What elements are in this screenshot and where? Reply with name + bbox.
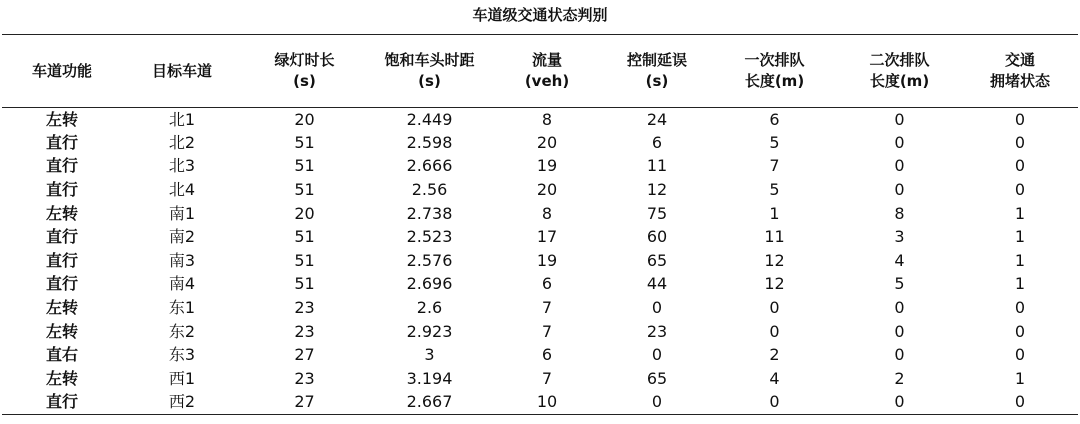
cell-lane-function: 直行 xyxy=(45,180,78,200)
cell-saturation-headway: 2.923 xyxy=(406,321,453,341)
cell-green-time: 51 xyxy=(294,250,315,270)
cell-lane-function: 左转 xyxy=(45,321,78,341)
cell-green-time: 51 xyxy=(294,274,315,294)
cell-first-queue-length: 2 xyxy=(769,345,780,365)
table-row xyxy=(2,296,1078,320)
cell-second-queue-length: 0 xyxy=(894,109,905,129)
cell-first-queue-length: 0 xyxy=(769,321,780,341)
cell-second-queue-length: 0 xyxy=(894,321,905,341)
cell-control-delay: 24 xyxy=(646,109,668,129)
table-row xyxy=(2,155,1078,179)
cell-control-delay: 0 xyxy=(651,345,663,365)
cell-first-queue-length: 4 xyxy=(769,368,780,388)
table-row xyxy=(2,367,1078,391)
table-title: 车道级交通状态判别 xyxy=(472,6,608,24)
table-row xyxy=(2,343,1078,367)
cell-flow: 10 xyxy=(492,391,602,415)
cell-congestion-state: 0 xyxy=(1014,156,1026,176)
cell-control-delay: 60 xyxy=(646,227,668,247)
cell-congestion-state: 0 xyxy=(1014,180,1026,200)
cell-control-delay: 23 xyxy=(646,321,668,341)
cell-green-time: 27 xyxy=(242,391,367,415)
cell-control-delay: 12 xyxy=(646,180,668,200)
cell-control-delay: 0 xyxy=(651,298,663,318)
cell-target-lane: 北3 xyxy=(168,156,196,176)
cell-congestion-state: 1 xyxy=(1014,368,1026,388)
cell-second-queue-length: 8 xyxy=(894,203,905,223)
cell-saturation-headway: 2.738 xyxy=(406,203,453,223)
cell-second-queue-length: 0 xyxy=(894,345,905,365)
cell-second-queue-length: 3 xyxy=(894,227,905,247)
cell-target-lane: 南2 xyxy=(168,227,196,247)
cell-second-queue-length: 4 xyxy=(894,250,905,270)
cell-control-delay: 0 xyxy=(602,391,712,415)
cell-green-time: 51 xyxy=(294,156,315,176)
table-row xyxy=(2,108,1078,132)
cell-target-lane: 东3 xyxy=(168,345,196,365)
cell-congestion-state: 1 xyxy=(1014,203,1026,223)
cell-green-time: 51 xyxy=(294,180,315,200)
cell-congestion-state: 1 xyxy=(1014,274,1026,294)
cell-congestion-state: 1 xyxy=(1014,250,1026,270)
cell-saturation-headway: 2.6 xyxy=(416,298,443,318)
header-control-delay: 控制延误 (s) xyxy=(602,35,712,108)
cell-congestion-state: 0 xyxy=(1014,345,1026,365)
cell-second-queue-length: 2 xyxy=(894,368,905,388)
cell-flow: 6 xyxy=(541,345,553,365)
cell-saturation-headway: 2.449 xyxy=(406,109,453,129)
cell-second-queue-length: 0 xyxy=(894,180,905,200)
cell-first-queue-length: 0 xyxy=(712,391,837,415)
cell-first-queue-length: 11 xyxy=(764,227,785,247)
cell-lane-function: 直行 xyxy=(45,227,78,247)
cell-second-queue-length: 0 xyxy=(894,298,905,318)
cell-green-time: 51 xyxy=(294,132,315,152)
cell-first-queue-length: 6 xyxy=(769,109,780,129)
table-body xyxy=(2,108,1078,415)
cell-saturation-headway: 2.696 xyxy=(406,274,453,294)
cell-lane-function: 左转 xyxy=(45,368,78,388)
table-row xyxy=(2,249,1078,273)
cell-flow: 20 xyxy=(536,180,558,200)
cell-control-delay: 65 xyxy=(646,250,668,270)
cell-flow: 7 xyxy=(541,321,553,341)
cell-congestion-state: 0 xyxy=(1014,321,1026,341)
cell-target-lane: 西2 xyxy=(122,391,242,415)
cell-saturation-headway: 3 xyxy=(424,345,435,365)
cell-lane-function: 直行 xyxy=(45,250,78,270)
cell-first-queue-length: 7 xyxy=(769,156,780,176)
cell-congestion-state: 0 xyxy=(962,391,1078,415)
cell-second-queue-length: 0 xyxy=(894,132,905,152)
cell-green-time: 51 xyxy=(294,227,315,247)
cell-lane-function: 直行 xyxy=(45,274,78,294)
cell-green-time: 20 xyxy=(294,109,315,129)
table-row xyxy=(2,178,1078,202)
cell-saturation-headway: 3.194 xyxy=(406,368,453,388)
cell-green-time: 20 xyxy=(294,203,315,223)
cell-first-queue-length: 5 xyxy=(769,180,780,200)
cell-flow: 17 xyxy=(536,227,558,247)
header-congestion-state: 交通 拥堵状态 xyxy=(962,35,1078,108)
header-lane-function: 车道功能 xyxy=(2,35,122,108)
cell-target-lane: 北4 xyxy=(168,180,196,200)
cell-target-lane: 南4 xyxy=(168,274,196,294)
cell-saturation-headway: 2.666 xyxy=(406,156,453,176)
cell-control-delay: 75 xyxy=(646,203,668,223)
table-row xyxy=(2,391,1078,415)
cell-lane-function: 直行 xyxy=(2,391,122,415)
cell-flow: 8 xyxy=(541,109,553,129)
cell-saturation-headway: 2.56 xyxy=(411,180,448,200)
cell-first-queue-length: 12 xyxy=(764,274,785,294)
header-first-queue-length: 一次排队 长度(m) xyxy=(712,35,837,108)
header-target-lane: 目标车道 xyxy=(122,35,242,108)
cell-target-lane: 西1 xyxy=(168,368,196,388)
cell-lane-function: 左转 xyxy=(45,203,78,223)
cell-target-lane: 东1 xyxy=(168,298,196,318)
cell-congestion-state: 1 xyxy=(1014,227,1026,247)
cell-saturation-headway: 2.523 xyxy=(406,227,453,247)
table-row xyxy=(2,131,1078,155)
table-row xyxy=(2,273,1078,297)
cell-saturation-headway: 2.667 xyxy=(367,391,492,415)
cell-lane-function: 直右 xyxy=(45,345,78,365)
cell-flow: 6 xyxy=(541,274,553,294)
cell-target-lane: 东2 xyxy=(168,321,196,341)
header-flow: 流量 (veh) xyxy=(492,35,602,108)
traffic-state-table xyxy=(2,34,1078,415)
cell-lane-function: 左转 xyxy=(45,109,78,129)
cell-lane-function: 直行 xyxy=(45,132,78,152)
cell-lane-function: 左转 xyxy=(45,298,78,318)
cell-green-time: 23 xyxy=(294,368,315,388)
cell-control-delay: 65 xyxy=(646,368,668,388)
cell-target-lane: 南3 xyxy=(168,250,196,270)
cell-target-lane: 北2 xyxy=(168,132,196,152)
cell-target-lane: 北1 xyxy=(168,109,196,129)
cell-first-queue-length: 5 xyxy=(769,132,780,152)
header-row xyxy=(2,35,1078,108)
cell-saturation-headway: 2.598 xyxy=(406,132,453,152)
cell-green-time: 27 xyxy=(294,345,315,365)
cell-first-queue-length: 0 xyxy=(769,298,780,318)
cell-first-queue-length: 1 xyxy=(769,203,780,223)
header-saturation-headway: 饱和车头时距 (s) xyxy=(367,35,492,108)
header-second-queue-length: 二次排队 长度(m) xyxy=(837,35,962,108)
cell-lane-function: 直行 xyxy=(45,156,78,176)
cell-control-delay: 6 xyxy=(651,132,663,152)
table-row xyxy=(2,225,1078,249)
cell-control-delay: 44 xyxy=(646,274,668,294)
cell-target-lane: 南1 xyxy=(168,203,196,223)
cell-congestion-state: 0 xyxy=(1014,298,1026,318)
cell-congestion-state: 0 xyxy=(1014,132,1026,152)
cell-green-time: 23 xyxy=(294,298,315,318)
cell-congestion-state: 0 xyxy=(1014,109,1026,129)
cell-second-queue-length: 0 xyxy=(894,156,905,176)
cell-first-queue-length: 12 xyxy=(764,250,785,270)
cell-flow: 7 xyxy=(541,368,553,388)
cell-flow: 20 xyxy=(536,132,558,152)
table-row xyxy=(2,202,1078,226)
cell-flow: 8 xyxy=(541,203,553,223)
cell-second-queue-length: 5 xyxy=(894,274,905,294)
cell-green-time: 23 xyxy=(294,321,315,341)
cell-flow: 19 xyxy=(536,156,558,176)
table-row xyxy=(2,320,1078,344)
cell-flow: 7 xyxy=(541,298,553,318)
cell-second-queue-length: 0 xyxy=(837,391,962,415)
cell-control-delay: 11 xyxy=(646,156,668,176)
cell-flow: 19 xyxy=(536,250,558,270)
header-green-time: 绿灯时长 (s) xyxy=(242,35,367,108)
cell-saturation-headway: 2.576 xyxy=(406,250,453,270)
